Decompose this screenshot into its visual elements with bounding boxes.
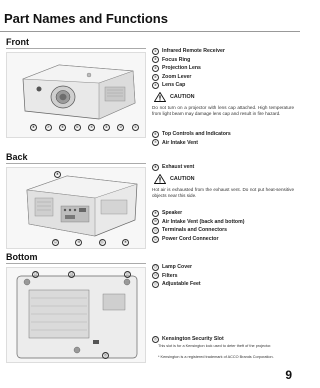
list-item: [152, 163, 296, 172]
list-item: [152, 130, 296, 139]
item-number: ⑧: [153, 164, 158, 169]
front-callout: ④: [90, 125, 94, 129]
list-item: [152, 280, 296, 289]
front-callout: ③: [104, 125, 108, 129]
back-callout-exhaust: ⑧: [55, 172, 60, 176]
back-title-underline: [6, 163, 146, 164]
bottom-projector-drawing: [7, 268, 146, 363]
item-number: ④: [153, 74, 158, 79]
back-parts-list-2: [152, 209, 296, 243]
warning-icon: [154, 92, 166, 102]
item-label: Terminals and Connectors: [162, 227, 228, 234]
item-label: Zoom Lever: [162, 73, 192, 80]
bottom-callout: ⑮: [125, 272, 130, 276]
item-number: ③: [153, 65, 158, 70]
item-number: ⑭: [153, 273, 158, 278]
back-callout: ⑪: [100, 240, 104, 244]
list-item: [152, 209, 296, 218]
front-parts-list: [152, 47, 296, 90]
bottom-projector-image: [6, 267, 146, 363]
bottom-title-underline: [6, 263, 146, 264]
back-callout: ⑩: [77, 240, 81, 244]
item-label: Exhaust vent: [162, 164, 195, 170]
item-number: ⑦: [153, 140, 158, 145]
front-callout: ⑧: [31, 125, 36, 129]
list-item: [152, 226, 296, 235]
kensington-heading: [152, 335, 296, 344]
item-number: ⑤: [153, 83, 158, 88]
item-number: ①: [153, 48, 158, 53]
item-label: Focus Ring: [162, 56, 191, 63]
kensington-note: This slot is for a Kensington lock used to deter theft of the projector.: [158, 344, 272, 348]
list-item: [152, 56, 296, 65]
list-item: [152, 139, 296, 148]
item-label: Projection Lens: [162, 65, 201, 72]
kensington-trademark-note: * Kensington is a registered trademark of ACCO Brands Corporation.: [158, 355, 274, 359]
front-section-title: Front: [6, 37, 29, 47]
item-number: ⑬: [153, 264, 158, 269]
bottom-callout: ⑯: [103, 353, 108, 357]
item-label: Adjustable Feet: [162, 281, 201, 288]
list-item: [152, 272, 296, 281]
title-divider: [0, 31, 300, 32]
list-item: [152, 81, 296, 90]
page-title: Part Names and Functions: [4, 11, 168, 26]
back-parts-list: [152, 163, 296, 172]
item-label: Speaker: [162, 210, 183, 216]
front-callout: ②: [119, 125, 123, 129]
item-label: Lamp Cover: [162, 264, 192, 270]
back-callout: ⑨: [123, 240, 128, 244]
back-caution-text: Hot air is exhausted from the exhaust vent. Do not put heat-sensitive objects near this side.: [152, 187, 294, 199]
item-label: Kensington Security Slot: [162, 336, 224, 342]
list-item: [152, 73, 296, 82]
item-label: Power Cord Connector: [162, 235, 219, 242]
front-callout-row: [30, 124, 142, 132]
page-number: 9: [285, 368, 292, 382]
list-item: [152, 47, 296, 56]
bottom-callout: ⑭: [69, 272, 74, 276]
item-number: ⑯: [153, 336, 158, 341]
list-item: [152, 235, 296, 244]
bottom-callout: ⑬: [33, 272, 38, 276]
item-label: Top Controls and Indicators: [162, 131, 231, 137]
back-caution-heading: [154, 174, 195, 184]
front-parts-list-2: [152, 130, 296, 147]
list-item: [152, 218, 296, 227]
front-caution-text: Do not turn on a projector with lens cap attached. High temperature from light beam may damage lens cap and result in fire hazard.: [152, 105, 294, 117]
list-item: [152, 335, 296, 344]
front-callout: ⑤: [75, 125, 79, 129]
item-number: ⑨: [153, 210, 158, 215]
caution-label: CAUTION: [170, 94, 195, 100]
item-label: Air Intake Vent: [162, 139, 199, 146]
bottom-section-title: Bottom: [6, 252, 38, 262]
front-callout: ⑥: [61, 125, 65, 129]
warning-icon: [154, 174, 166, 184]
item-label: Infrared Remote Receiver: [162, 48, 225, 54]
front-title-underline: [6, 48, 146, 49]
front-caution-heading: [154, 92, 195, 102]
item-number: ⑫: [153, 236, 158, 241]
item-number: ⑥: [153, 131, 158, 136]
list-item: [152, 263, 296, 272]
back-projector-drawing: [7, 168, 146, 249]
front-callout: ①: [133, 125, 138, 129]
item-label: Filters: [162, 272, 178, 279]
back-callout: ⑫: [53, 240, 58, 244]
back-section-title: Back: [6, 152, 28, 162]
item-number: ⑪: [153, 227, 158, 232]
back-callout-row: [52, 239, 132, 247]
item-number: ⑩: [153, 219, 158, 224]
item-label: Air Intake Vent (back and bottom): [162, 218, 245, 225]
item-number: ②: [153, 57, 158, 62]
caution-label: CAUTION: [170, 176, 195, 182]
front-callout: ⑦: [46, 125, 50, 129]
back-projector-image: [6, 167, 146, 249]
item-label: Lens Cap: [162, 82, 186, 89]
bottom-parts-list: [152, 263, 296, 289]
item-number: ⑮: [153, 281, 158, 286]
list-item: [152, 64, 296, 73]
